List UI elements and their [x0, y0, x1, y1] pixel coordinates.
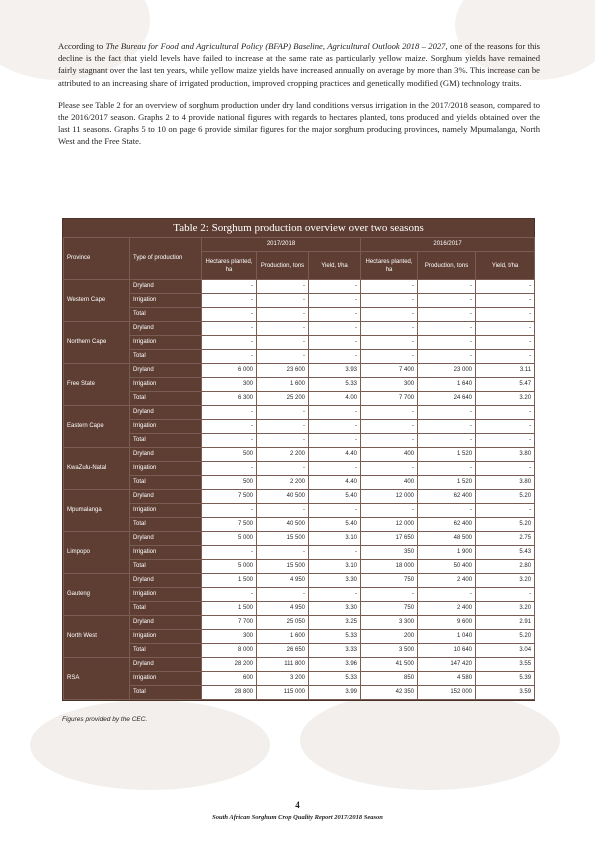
production-type-cell: Total [130, 644, 202, 658]
value-cell: 62 400 [418, 490, 476, 504]
value-cell: 15 500 [257, 560, 309, 574]
value-cell: 750 [361, 602, 418, 616]
province-cell: Northern Cape [64, 322, 130, 364]
header-hectares: Hectares planted, ha [361, 252, 418, 280]
value-cell: - [257, 294, 309, 308]
value-cell: 40 500 [257, 490, 309, 504]
value-cell: 400 [361, 448, 418, 462]
value-cell: - [202, 420, 257, 434]
table-row [64, 686, 535, 700]
production-type-cell: Irrigation [130, 462, 202, 476]
production-type-cell: Irrigation [130, 294, 202, 308]
value-cell: - [309, 336, 361, 350]
value-cell: 50 400 [418, 560, 476, 574]
value-cell: 3.20 [476, 574, 535, 588]
value-cell: - [309, 280, 361, 294]
value-cell: 3.30 [309, 602, 361, 616]
table-row [64, 490, 535, 504]
value-cell: - [202, 336, 257, 350]
value-cell: 1 520 [418, 448, 476, 462]
value-cell: 3 200 [257, 672, 309, 686]
header-hectares: Hectares planted, ha [202, 252, 257, 280]
value-cell: 10 640 [418, 644, 476, 658]
table-row [64, 504, 535, 518]
province-cell: RSA [64, 658, 130, 700]
value-cell: 42 350 [361, 686, 418, 700]
table-row [64, 602, 535, 616]
value-cell: 3.93 [309, 364, 361, 378]
value-cell: - [309, 420, 361, 434]
value-cell: 41 500 [361, 658, 418, 672]
value-cell: - [476, 322, 535, 336]
table-row [64, 532, 535, 546]
paragraph-table-reference: Please see Table 2 for an overview of sorghum production under dry land conditions versus irrigation in the 2017/2018 season, compared to the 2016/2017 season. Graphs 2 to 4 provide national figures with regards to hectares planted, tons produced and yields obtained over the last 11 seasons. Graphs 5 to 10 on page 6 provide similar figures for the major sorghum producing provinces, namely Mpumalanga, North West and the Free State. [58, 99, 540, 147]
table-footnote: Figures provided by the CEC. [62, 716, 148, 723]
value-cell: 300 [202, 630, 257, 644]
value-cell: - [361, 462, 418, 476]
value-cell: 3.59 [476, 686, 535, 700]
value-cell: - [361, 280, 418, 294]
table-row [64, 364, 535, 378]
value-cell: - [309, 350, 361, 364]
value-cell: 3.20 [476, 392, 535, 406]
production-type-cell: Total [130, 560, 202, 574]
paragraph-bfap [58, 40, 540, 89]
table-row [64, 350, 535, 364]
production-type-cell: Dryland [130, 616, 202, 630]
value-cell: - [476, 294, 535, 308]
production-type-cell: Total [130, 308, 202, 322]
table-row [64, 588, 535, 602]
value-cell: - [257, 462, 309, 476]
value-cell: - [361, 406, 418, 420]
value-cell: - [476, 406, 535, 420]
production-type-cell: Irrigation [130, 672, 202, 686]
value-cell: - [361, 336, 418, 350]
value-cell: 1 500 [202, 574, 257, 588]
source-citation: The Bureau for Food and Agricultural Policy (BFAP) Baseline, Agricultural Outlook 2018 – 2027, [105, 41, 448, 51]
value-cell: 23 600 [257, 364, 309, 378]
value-cell: 2 400 [418, 602, 476, 616]
production-type-cell: Dryland [130, 532, 202, 546]
production-type-cell: Dryland [130, 364, 202, 378]
value-cell: 200 [361, 630, 418, 644]
value-cell: - [202, 546, 257, 560]
value-cell: 12 000 [361, 518, 418, 532]
production-type-cell: Irrigation [130, 504, 202, 518]
value-cell: 3.11 [476, 364, 535, 378]
paragraph-text: one of the reasons for this decline is the fact that yield levels have failed to increase at the same rate as particularly yellow maize. Sorghum yields have remained fairly stagnant over the last ten years, while yellow maize yields have increased annually on average by more than 3%. This increase can be attributed to an increasing share of irrigated production, improved cropping practices and genetically modified (GM) technology traits. [58, 41, 540, 88]
table-row [64, 658, 535, 672]
value-cell: 5 000 [202, 532, 257, 546]
value-cell: 2.75 [476, 532, 535, 546]
value-cell: - [257, 322, 309, 336]
value-cell: - [476, 434, 535, 448]
production-type-cell: Dryland [130, 280, 202, 294]
value-cell: 2.91 [476, 616, 535, 630]
production-type-cell: Total [130, 350, 202, 364]
value-cell: 3.30 [309, 574, 361, 588]
value-cell: 5.40 [309, 518, 361, 532]
value-cell: - [257, 308, 309, 322]
value-cell: 147 420 [418, 658, 476, 672]
table-caption: Table 2: Sorghum production overview over two seasons [63, 219, 534, 237]
value-cell: - [257, 280, 309, 294]
value-cell: - [418, 462, 476, 476]
production-type-cell: Dryland [130, 406, 202, 420]
value-cell: 2.80 [476, 560, 535, 574]
production-type-cell: Total [130, 686, 202, 700]
value-cell: - [418, 406, 476, 420]
value-cell: 3.10 [309, 532, 361, 546]
value-cell: - [309, 294, 361, 308]
table-row [64, 574, 535, 588]
value-cell: 28 200 [202, 658, 257, 672]
value-cell: - [202, 504, 257, 518]
value-cell: 23 000 [418, 364, 476, 378]
table-row [64, 378, 535, 392]
value-cell: - [202, 308, 257, 322]
value-cell: 4 950 [257, 574, 309, 588]
value-cell: - [202, 434, 257, 448]
value-cell: 1 600 [257, 378, 309, 392]
value-cell: - [361, 308, 418, 322]
header-yield: Yield, t/ha [476, 252, 535, 280]
production-type-cell: Dryland [130, 490, 202, 504]
table-row [64, 672, 535, 686]
value-cell: 3.10 [309, 560, 361, 574]
value-cell: 25 200 [257, 392, 309, 406]
value-cell: 3.20 [476, 602, 535, 616]
value-cell: - [418, 350, 476, 364]
value-cell: 3.25 [309, 616, 361, 630]
production-type-cell: Total [130, 434, 202, 448]
production-type-cell: Total [130, 392, 202, 406]
value-cell: - [257, 434, 309, 448]
value-cell: 4.00 [309, 392, 361, 406]
table-row [64, 630, 535, 644]
value-cell: 3.33 [309, 644, 361, 658]
value-cell: 5.47 [476, 378, 535, 392]
production-type-cell: Dryland [130, 322, 202, 336]
value-cell: - [476, 280, 535, 294]
table-row [64, 420, 535, 434]
value-cell: 48 500 [418, 532, 476, 546]
header-production: Production, tons [257, 252, 309, 280]
production-type-cell: Irrigation [130, 378, 202, 392]
value-cell: 12 000 [361, 490, 418, 504]
production-type-cell: Dryland [130, 448, 202, 462]
value-cell: 300 [202, 378, 257, 392]
value-cell: 1 600 [257, 630, 309, 644]
table-row [64, 448, 535, 462]
value-cell: 5.33 [309, 672, 361, 686]
value-cell: 750 [361, 574, 418, 588]
province-cell: North West [64, 616, 130, 658]
value-cell: 4 950 [257, 602, 309, 616]
production-type-cell: Irrigation [130, 336, 202, 350]
value-cell: 62 400 [418, 518, 476, 532]
value-cell: - [476, 504, 535, 518]
background-decoration [300, 690, 560, 790]
value-cell: 5.20 [476, 630, 535, 644]
production-type-cell: Total [130, 518, 202, 532]
value-cell: - [418, 322, 476, 336]
value-cell: 5.20 [476, 490, 535, 504]
production-type-cell: Dryland [130, 574, 202, 588]
value-cell: 7 500 [202, 518, 257, 532]
value-cell: 17 650 [361, 532, 418, 546]
value-cell: 4.40 [309, 476, 361, 490]
value-cell: 6 300 [202, 392, 257, 406]
value-cell: 3.96 [309, 658, 361, 672]
value-cell: - [202, 322, 257, 336]
value-cell: 7 700 [202, 616, 257, 630]
province-cell: Gauteng [64, 574, 130, 616]
header-yield: Yield, t/ha [309, 252, 361, 280]
province-cell: Eastern Cape [64, 406, 130, 448]
production-type-cell: Dryland [130, 658, 202, 672]
value-cell: - [418, 420, 476, 434]
value-cell: 350 [361, 546, 418, 560]
value-cell: 2 200 [257, 476, 309, 490]
province-cell: KwaZulu-Natal [64, 448, 130, 490]
value-cell: 3.80 [476, 476, 535, 490]
value-cell: 26 650 [257, 644, 309, 658]
value-cell: 3.04 [476, 644, 535, 658]
value-cell: 1 040 [418, 630, 476, 644]
value-cell: 40 500 [257, 518, 309, 532]
value-cell: - [257, 350, 309, 364]
production-type-cell: Irrigation [130, 588, 202, 602]
value-cell: 5.39 [476, 672, 535, 686]
value-cell: 5.33 [309, 378, 361, 392]
value-cell: 24 640 [418, 392, 476, 406]
value-cell: - [309, 546, 361, 560]
value-cell: 15 500 [257, 532, 309, 546]
value-cell: 3.99 [309, 686, 361, 700]
table-row [64, 616, 535, 630]
province-cell: Free State [64, 364, 130, 406]
table-row [64, 336, 535, 350]
body-text [58, 40, 540, 158]
header-province: Province [64, 238, 130, 280]
value-cell: 3.55 [476, 658, 535, 672]
header-production: Production, tons [418, 252, 476, 280]
table-row [64, 308, 535, 322]
province-cell: Limpopo [64, 532, 130, 574]
value-cell: - [309, 406, 361, 420]
value-cell: 1 500 [202, 602, 257, 616]
value-cell: - [476, 308, 535, 322]
value-cell: 7 400 [361, 364, 418, 378]
value-cell: 7 500 [202, 490, 257, 504]
value-cell: - [476, 420, 535, 434]
value-cell: 2 200 [257, 448, 309, 462]
value-cell: - [361, 588, 418, 602]
value-cell: - [257, 588, 309, 602]
table-row [64, 406, 535, 420]
value-cell: - [418, 280, 476, 294]
value-cell: - [476, 350, 535, 364]
value-cell: 9 600 [418, 616, 476, 630]
value-cell: - [476, 336, 535, 350]
production-type-cell: Irrigation [130, 630, 202, 644]
value-cell: 1 640 [418, 378, 476, 392]
value-cell: - [309, 504, 361, 518]
value-cell: - [309, 322, 361, 336]
value-cell: 115 000 [257, 686, 309, 700]
value-cell: - [309, 462, 361, 476]
value-cell: 2 400 [418, 574, 476, 588]
header-season-2017-2018: 2017/2018 [202, 238, 361, 252]
value-cell: 600 [202, 672, 257, 686]
value-cell: - [202, 280, 257, 294]
value-cell: 5.40 [309, 490, 361, 504]
production-type-cell: Total [130, 602, 202, 616]
table-row [64, 644, 535, 658]
value-cell: - [309, 588, 361, 602]
table-row [64, 462, 535, 476]
value-cell: 3 500 [361, 644, 418, 658]
value-cell: 850 [361, 672, 418, 686]
province-cell: Western Cape [64, 280, 130, 322]
paragraph-text: According to [58, 41, 106, 51]
value-cell: 152 000 [418, 686, 476, 700]
value-cell: - [361, 434, 418, 448]
value-cell: - [418, 588, 476, 602]
value-cell: - [257, 504, 309, 518]
page-number: 4 [295, 800, 300, 810]
value-cell: 7 700 [361, 392, 418, 406]
table-row [64, 294, 535, 308]
value-cell: - [361, 294, 418, 308]
province-cell: Mpumalanga [64, 490, 130, 532]
value-cell: 18 000 [361, 560, 418, 574]
table-body [64, 280, 535, 700]
value-cell: 300 [361, 378, 418, 392]
value-cell: - [418, 434, 476, 448]
table-row [64, 392, 535, 406]
background-decoration [30, 700, 270, 790]
value-cell: - [202, 294, 257, 308]
value-cell: 3.80 [476, 448, 535, 462]
value-cell: - [361, 322, 418, 336]
value-cell: 3 300 [361, 616, 418, 630]
value-cell: - [476, 462, 535, 476]
value-cell: 6 000 [202, 364, 257, 378]
value-cell: - [476, 588, 535, 602]
value-cell: - [309, 308, 361, 322]
value-cell: - [418, 308, 476, 322]
table-row [64, 280, 535, 294]
value-cell: 25 050 [257, 616, 309, 630]
value-cell: 5 000 [202, 560, 257, 574]
production-type-cell: Total [130, 476, 202, 490]
table-row [64, 546, 535, 560]
value-cell: 4 580 [418, 672, 476, 686]
value-cell: - [202, 406, 257, 420]
value-cell: 400 [361, 476, 418, 490]
value-cell: - [202, 350, 257, 364]
production-data-table [63, 237, 535, 700]
table-row [64, 476, 535, 490]
table-row [64, 322, 535, 336]
value-cell: 500 [202, 448, 257, 462]
production-type-cell: Irrigation [130, 546, 202, 560]
header-type: Type of production [130, 238, 202, 280]
value-cell: - [309, 434, 361, 448]
value-cell: - [257, 420, 309, 434]
value-cell: 28 800 [202, 686, 257, 700]
table-row [64, 434, 535, 448]
value-cell: 1 900 [418, 546, 476, 560]
value-cell: - [202, 462, 257, 476]
value-cell: - [361, 504, 418, 518]
table-row [64, 518, 535, 532]
value-cell: - [257, 546, 309, 560]
table-row [64, 560, 535, 574]
value-cell: - [418, 294, 476, 308]
value-cell: 5.20 [476, 518, 535, 532]
value-cell: - [202, 588, 257, 602]
value-cell: 1 520 [418, 476, 476, 490]
running-footer: South African Sorghum Crop Quality Report 2017/2018 Season [212, 814, 383, 821]
value-cell: 4.40 [309, 448, 361, 462]
value-cell: - [418, 504, 476, 518]
value-cell: - [257, 406, 309, 420]
value-cell: 8 000 [202, 644, 257, 658]
value-cell: - [361, 420, 418, 434]
value-cell: 5.33 [309, 630, 361, 644]
production-table [62, 218, 535, 701]
value-cell: 111 800 [257, 658, 309, 672]
value-cell: - [418, 336, 476, 350]
value-cell: 5.43 [476, 546, 535, 560]
value-cell: - [361, 350, 418, 364]
value-cell: - [257, 336, 309, 350]
value-cell: 500 [202, 476, 257, 490]
header-season-2016-2017: 2016/2017 [361, 238, 535, 252]
production-type-cell: Irrigation [130, 420, 202, 434]
